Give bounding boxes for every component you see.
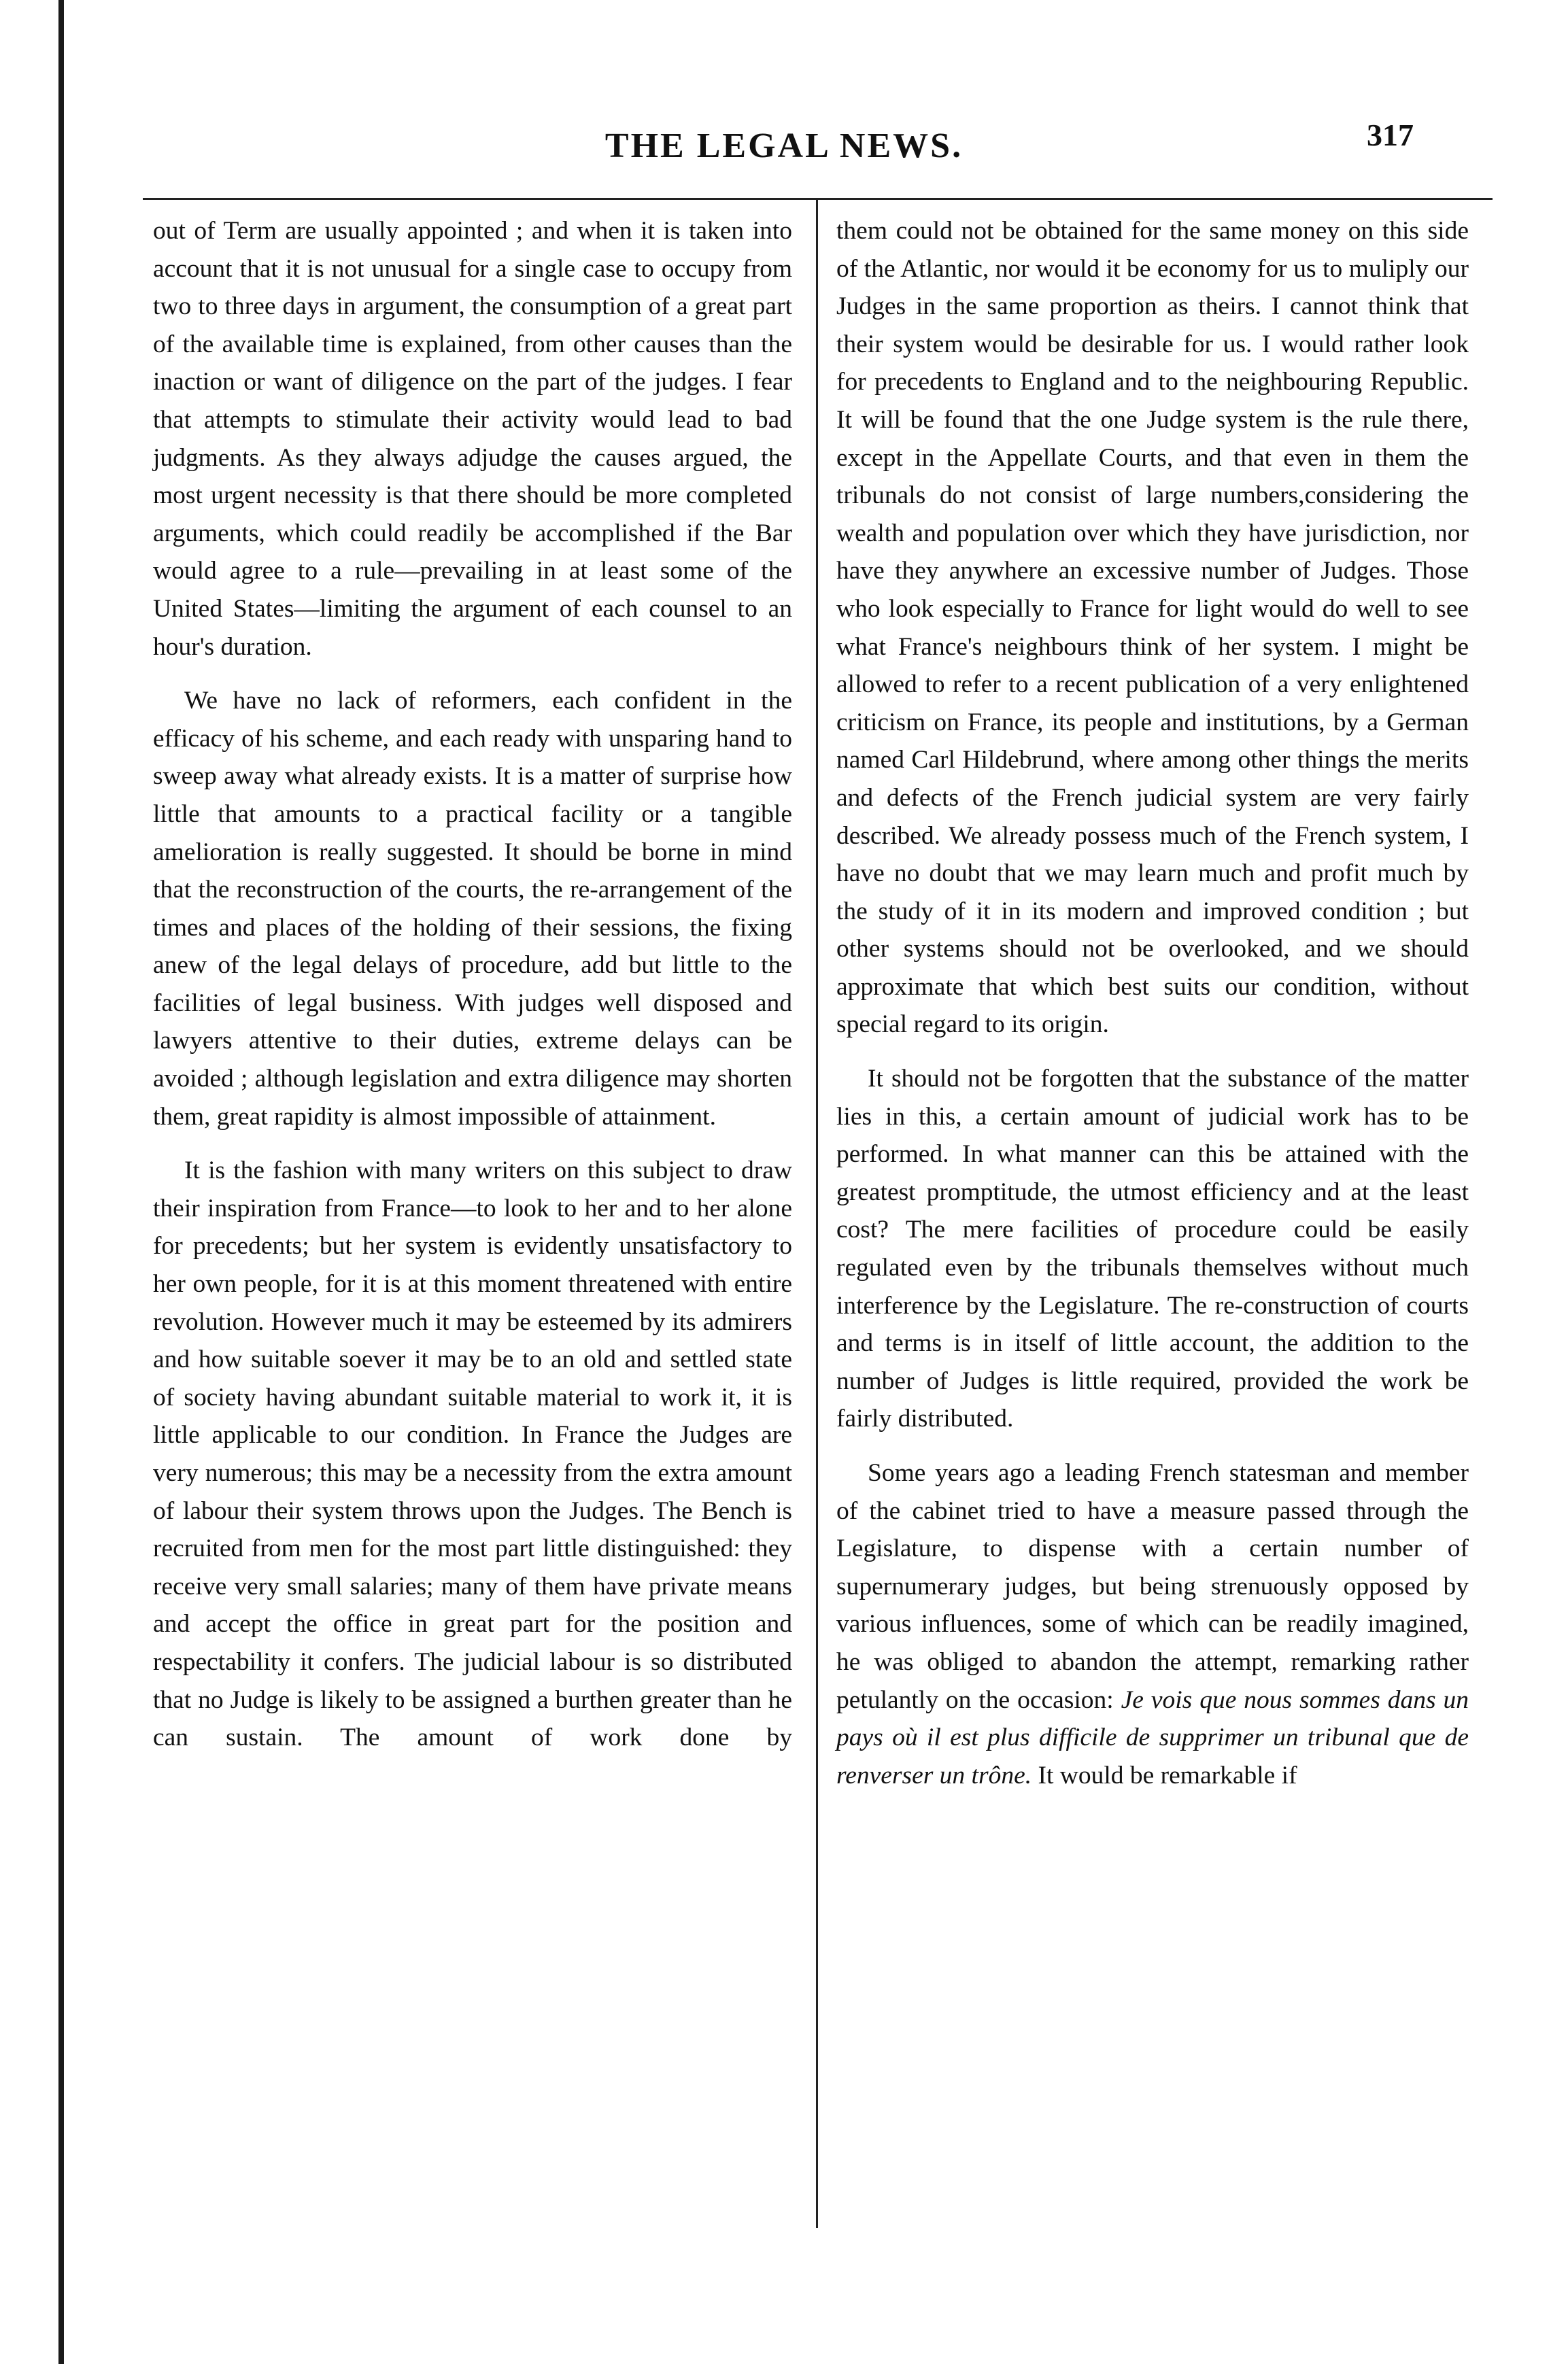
paragraph-3-continuation: It would be remarkable if (1038, 1761, 1297, 1789)
column-divider (816, 199, 818, 2228)
right-column (836, 212, 1469, 1794)
page-title: THE LEGAL NEWS. (604, 126, 964, 165)
paragraph-3-text: Some years ago a leading French statesman and member of the cabinet tried to have a measure passed through the Legislature, to dispense with a certain number of supernumerary judges, but being strenuously opposed by various influences, some of which can be readily imagined, he was obliged to abandon the attempt, remarking rather petulantly on the occasion: (836, 1459, 1469, 1714)
right-paragraph-2: It should not be forgotten that the substance of the matter lies in this, a certain amount of judicial work has to be performed. In what manner can this be attained with the greatest promptitude, the utmost efficiency and at the least cost? The mere facilities of procedure could be easily regulated even by the tribunals themselves without much interference by the Legislature. The re-construction of courts and terms is in itself of little account, the addition to the number of Judges is little required, provided the work be fairly distributed. (836, 1065, 1469, 1433)
page-number: 317 (1367, 118, 1414, 152)
right-paragraph-1: them could not be obtained for the same money on this side of the Atlantic, nor would it be economy for us to muliply our Judges in the same proportion as theirs. I cannot think that their system would be desirable for us. I would rather look for precedents to England and to the neighbouring Republic. It will be found that the one Judge system is the rule there, except in the Appellate Courts, and that even in them the tribunals do not consist of large numbers,considering the wealth and population over which they have jurisdiction, nor have they anywhere an excessive number of Judges. Those who look especially to France for light would do well to see what France's neighbours think of her system. I might be allowed to refer to a recent publication of a very enlightened criticism on France, its people and institutions, by a German named Carl Hildebrund, where among other things the merits and defects of the French judicial system are very fairly described. We already possess much of the French system, I have no doubt that we may learn much and profit much by the study of it in its modern and improved condition ; but other systems should not be overlooked, and we should approximate that which best suits our condition, without special regard to its origin. (836, 217, 1469, 1039)
right-paragraph-3 (836, 1454, 1469, 1794)
left-paragraph-3: It is the fashion with many writers on this subject to draw their inspiration from France—to look to her and to her alone for precedents; but her system is evidently unsatisfactory to her own people, for it is at this moment threatened with entire revolution. However much it may be esteemed by its admirers and how suitable soever it may be to an old and settled state of society having abundant suitable material to work it, it is little applicable to our condition. In France the Judges are very numerous; this may be a necessity from the extra amount of labour their system throws upon the Judges. The Bench is recruited from men for the most part little distinguished: they receive very small salaries; many of them have private means and accept the office in great part for the position and respectability it confers. The judicial labour is so distributed that no Judge is likely to be assigned a burthen greater than he can sustain. The amount of work done by (153, 1157, 792, 1752)
left-column (153, 212, 792, 1757)
french-quotation: Je vois que nous sommes dans un pays où il est plus difficile de supprimer un tribunal que de renverser un trône. (836, 1685, 1469, 1789)
left-paragraph-1: out of Term are usually appointed ; and when it is taken into account that it is not unusual for a single case to occupy from two to three days in argument, the consumption of a great part of the available time is explained, from other causes than the inaction or want of diligence on the part of the judges. I fear that attempts to stimulate their activity would lead to bad judgments. As they always adjudge the causes argued, the most urgent necessity is that there should be more completed arguments, which could readily be accomplished if the Bar would agree to a rule—prevailing in at least some of the United States—limiting the argument of each counsel to an hour's duration. (153, 217, 792, 661)
page-edge-shadow (58, 0, 64, 2364)
left-paragraph-2: We have no lack of reformers, each confident in the efficacy of his scheme, and each ready with unsparing hand to sweep away what already exists. It is a matter of surprise how little that amounts to a practical facility or a tangible amelioration is really suggested. It should be borne in mind that the reconstruction of the courts, the re-arrangement of the times and places of the holding of their sessions, the fixing anew of the legal delays of procedure, add but little to the facilities of legal business. With judges well disposed and lawyers attentive to their duties, extreme delays can be avoided ; although legislation and extra diligence may shorten them, great rapidity is almost impossible of attainment. (153, 687, 792, 1131)
